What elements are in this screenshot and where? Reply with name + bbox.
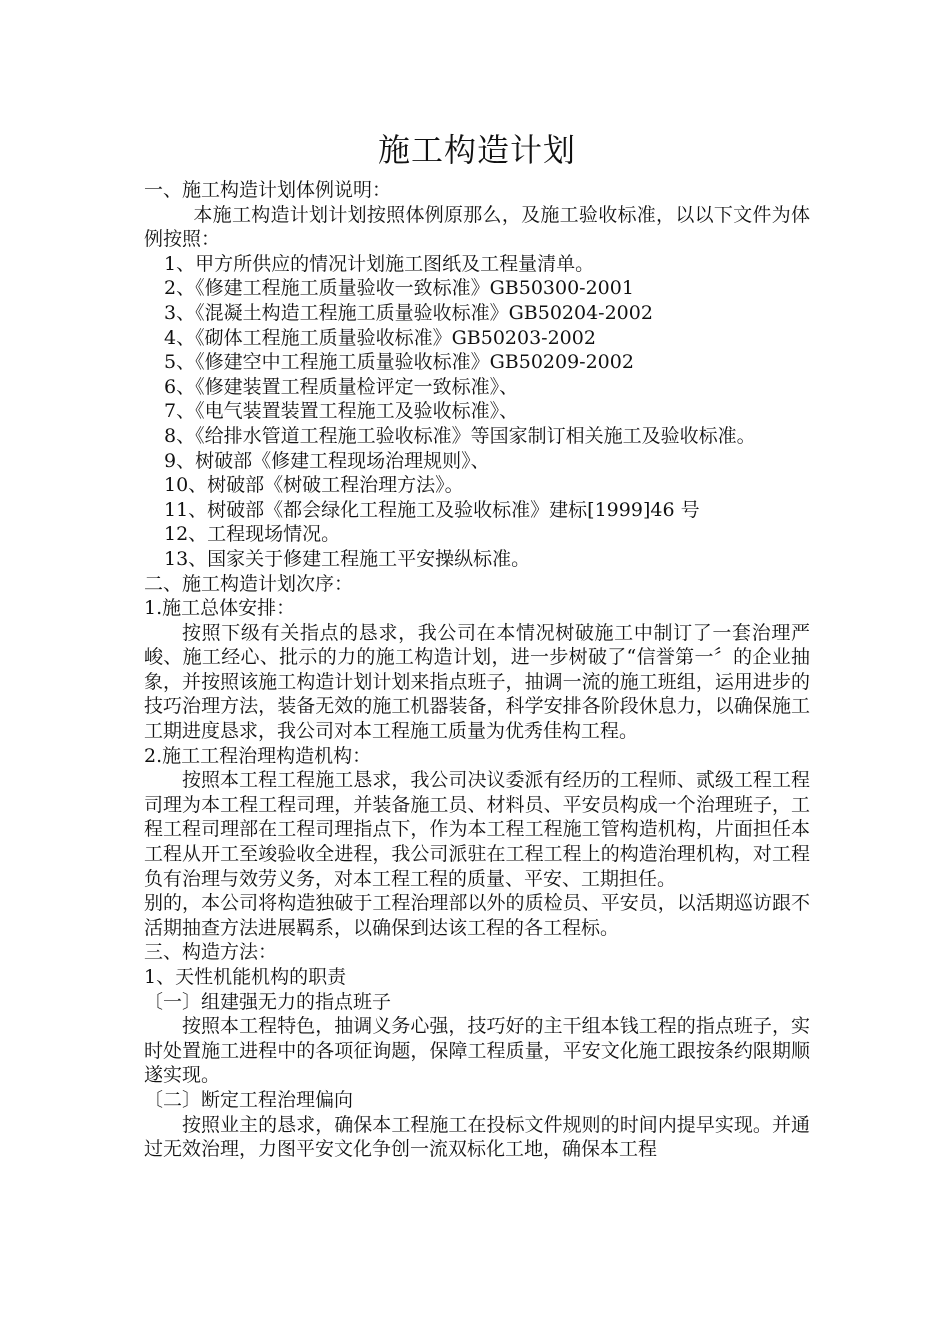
paragraph: 按照下级有关指点的恳求，我公司在本情况树破施工中制订了一套治理严峻、施工经心、批示的力的施工构造计划，进一步树破了“信誉第一〞的企业抽象，并按照该施工构造计划计划来指点班子，抽调一流的施工班组，运用进步的技巧治理方法，装备无效的施工机器装备，科学安排各阶段休息力，以确保施工工期进度恳求，我公司对本工程施工质量为优秀佳构工程。	[144, 621, 810, 743]
list-item: 2、《修建工程施工质量验收一致标准》GB50300-2001	[164, 277, 634, 300]
list-item: 5、《修建空中工程施工质量验收标准》GB50209-2002	[164, 351, 634, 374]
list-item: 7、《电气装置装置工程施工及验收标准》、	[164, 400, 519, 423]
list-item: 8、《给排水管道工程施工验收标准》等国家制订相关施工及验收标准。	[164, 424, 756, 447]
section2-heading: 二、施工构造计划次序：	[144, 572, 354, 595]
section1-heading: 一、施工构造计划体例说明：	[144, 179, 392, 201]
subsection-heading: 2.施工工程治理构造机构：	[144, 744, 372, 767]
paragraph: 按照本工程特色，抽调义务心强，技巧好的主干组本钱工程的指点班子，实时处置施工进程中的各项征询题，保障工程质量，平安文化施工跟按条约限期顺遂实现。	[144, 1015, 810, 1087]
list-item: 6、《修建装置工程质量检评定一致标准》、	[164, 375, 519, 398]
paragraph: 别的，本公司将构造独破于工程治理部以外的质检员、平安员，以活期巡访跟不活期抽查方法进展羁系，以确保到达该工程的各工程标。	[144, 892, 810, 939]
page-title: 施工构造计划	[377, 131, 576, 169]
item-heading: 〔二〕断定工程治理偏向	[144, 1088, 354, 1111]
list-item: 3、《混凝土构造工程施工质量验收标准》GB50204-2002	[164, 301, 653, 324]
section1-intro: 本施工构造计划计划按照体例原那么，及施工验收标准，以以下文件为体例按照：	[144, 203, 810, 251]
paragraph: 按照本工程工程施工恳求，我公司决议委派有经历的工程师、贰级工程工程司理为本工程工程司理，并装备施工员、材料员、平安员构成一个治理班子，工程工程司理部在工程司理指点下，作为本工程工程施工管构造机构，片面担任本工程从开工至竣验收全进程，我公司派驻在工程工程上的构造治理机构，对工程负有治理与效劳义务，对本工程工程的质量、平安、工期担任。	[144, 769, 810, 890]
list-item: 11、树破部《都会绿化工程施工及验收标准》建标[1999]46 号	[164, 498, 700, 521]
subsection-heading: 1、天性机能机构的职责	[144, 966, 347, 988]
paragraph: 按照业主的恳求，确保本工程施工在投标文件规则的时间内提早实现。并通过无效治理，力图平安文化争创一流双标化工地，确保本工程	[144, 1113, 810, 1161]
list-item: 1、甲方所供应的情况计划施工图纸及工程量清单。	[164, 252, 595, 275]
standards-list	[144, 252, 810, 572]
subsection-heading: 1.施工总体安排：	[144, 597, 296, 620]
section3-heading: 三、构造方法：	[144, 941, 278, 964]
list-item: 13、国家关于修建工程施工平安操纵标准。	[164, 547, 531, 570]
item-heading: 〔一〕组建强无力的指点班子	[144, 990, 392, 1013]
list-item: 4、《砌体工程施工质量验收标准》GB50203-2002	[164, 326, 596, 349]
list-item: 9、树破部《修建工程现场治理规则》、	[164, 449, 490, 472]
list-item: 10、树破部《树破工程治理方法》。	[164, 474, 464, 497]
list-item: 12、工程现场情况。	[164, 523, 341, 546]
